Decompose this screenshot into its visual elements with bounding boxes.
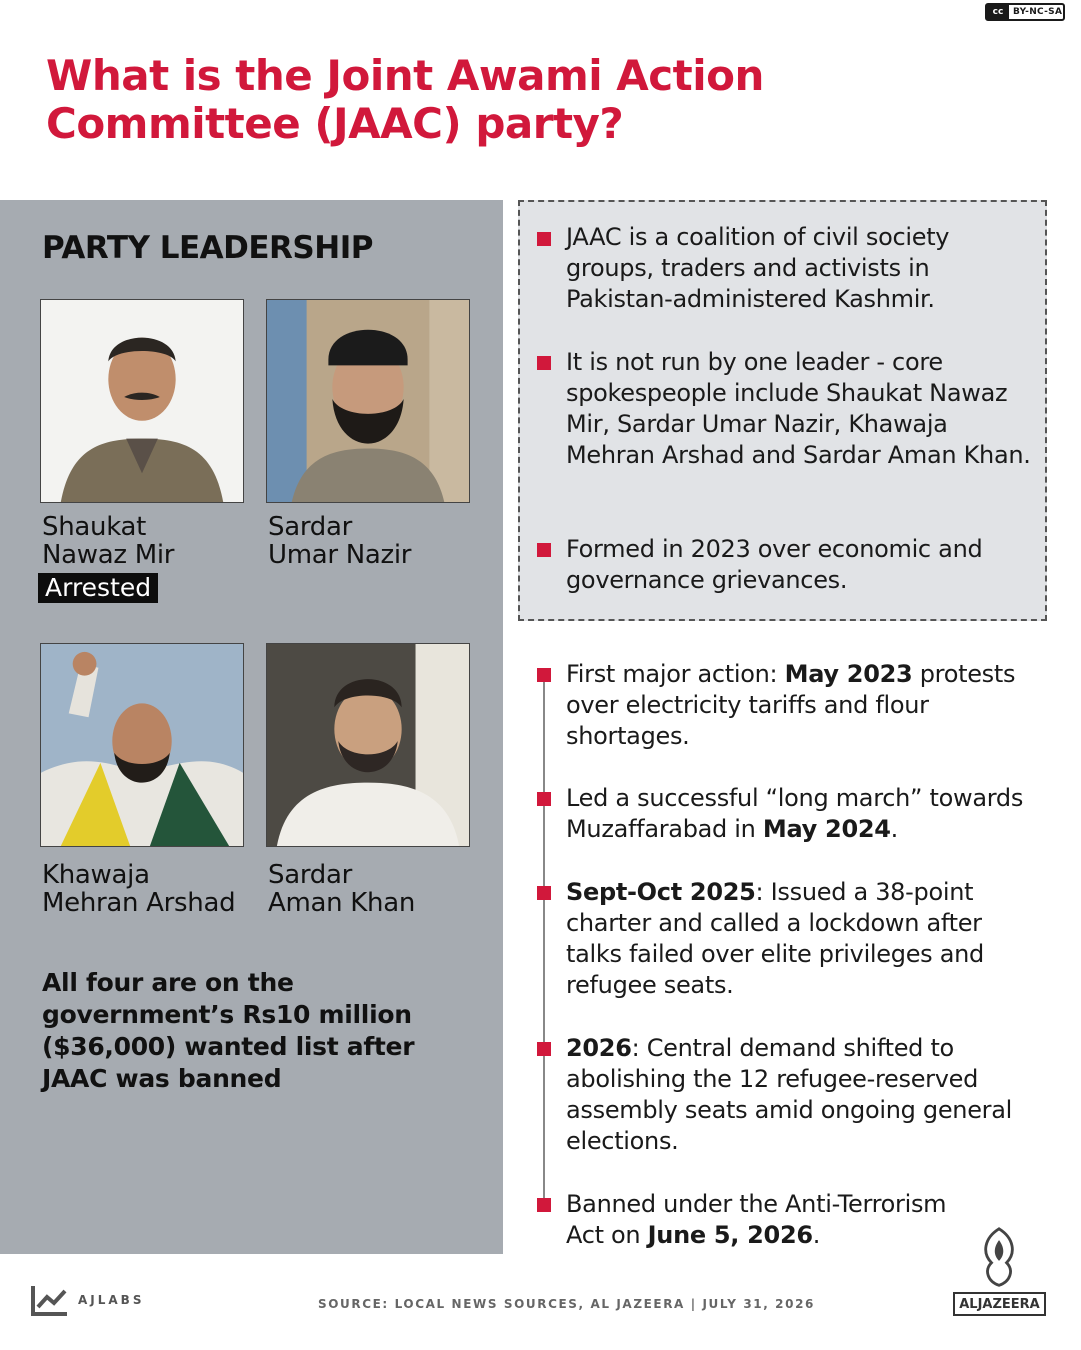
aljazeera-wordmark: ALJAZEERA: [953, 1292, 1046, 1316]
portrait-placeholder: [267, 644, 469, 846]
leader-photo-khawaja: [40, 643, 244, 847]
portrait-placeholder: [41, 300, 243, 502]
leader-photo-shaukat: [40, 299, 244, 503]
cc-icon: cc: [987, 5, 1009, 19]
leader-photo-umar: [266, 299, 470, 503]
ajlabs-text: AJLABS: [78, 1293, 145, 1307]
info-bullet: It is not run by one leader - core spokespeople include Shaukat Nawaz Mir, Sardar Umar Nazir, Khawaja Mehran Arshad and Sardar Aman Khan.: [566, 348, 1031, 469]
leader-name-umar: Sardar Umar Nazir: [268, 512, 412, 570]
license-text: BY-NC-SA: [1013, 7, 1063, 17]
timeline-line: [543, 672, 545, 1212]
portrait-placeholder: [41, 644, 243, 846]
leader-name-khawaja: Khawaja Mehran Arshad: [42, 860, 236, 918]
timeline-marker: [537, 668, 551, 682]
timeline-marker: [537, 886, 551, 900]
arrested-badge: Arrested: [38, 573, 158, 603]
info-bullet: Formed in 2023 over economic and governance grievances.: [566, 535, 983, 594]
timeline-item: Sept-Oct 2025: Issued a 38-point charter and called a lockdown after talks failed over elite privileges and refugee seats.: [566, 878, 984, 999]
bullet-marker: [537, 232, 551, 246]
timeline-item: First major action: May 2023 protests over electricity tariffs and flour shortages.: [566, 660, 1016, 750]
timeline-item: 2026: Central demand shifted to abolishing the 12 refugee-reserved assembly seats amid ongoing general elections.: [566, 1034, 1013, 1155]
ajlabs-logo: [30, 1283, 144, 1317]
info-bullet: JAAC is a coalition of civil society groups, traders and activists in Pakistan-administered Kashmir.: [566, 223, 950, 313]
leader-photo-aman: [266, 643, 470, 847]
page-title: What is the Joint Awami Action Committee (JAAC) party?: [46, 51, 764, 148]
timeline-item: Banned under the Anti-Terrorism Act on June 5, 2026.: [566, 1190, 947, 1249]
leader-name-aman: Sardar Aman Khan: [268, 860, 416, 918]
bullet-marker: [537, 543, 551, 557]
wanted-note: All four are on the government’s Rs10 million ($36,000) wanted list after JAAC was banned: [42, 968, 415, 1093]
portrait-placeholder: [267, 300, 469, 502]
timeline-marker: [537, 792, 551, 806]
bullet-marker: [537, 356, 551, 370]
leader-name-shaukat: Shaukat Nawaz Mir: [42, 512, 175, 570]
leadership-heading: PARTY LEADERSHIP: [42, 230, 373, 266]
timeline-marker: [537, 1042, 551, 1056]
chart-line-icon: [30, 1283, 70, 1317]
license-badge: [985, 3, 1065, 21]
timeline-marker: [537, 1198, 551, 1212]
source-line: SOURCE: LOCAL NEWS SOURCES, AL JAZEERA | JULY 31, 2026: [318, 1297, 815, 1311]
timeline-item: Led a successful “long march” towards Muzaffarabad in May 2024.: [566, 784, 1024, 843]
aljazeera-logo-icon: [953, 1225, 1046, 1291]
